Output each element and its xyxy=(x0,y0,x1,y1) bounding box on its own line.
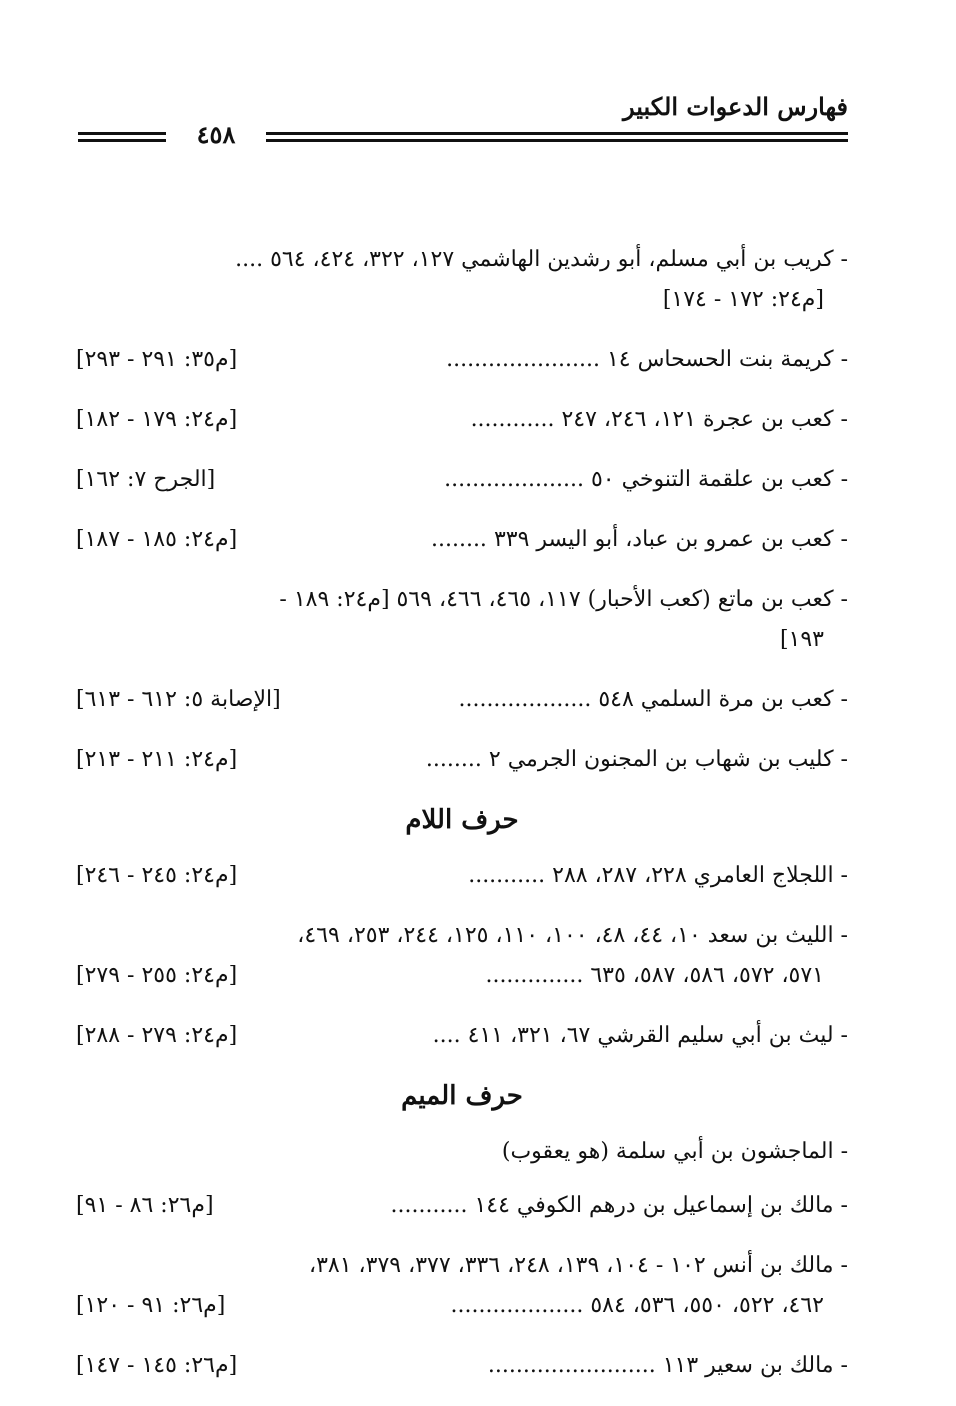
entry-reference: [م٢٤: ٢٧٩ - ٢٨٨] xyxy=(76,1023,238,1048)
index-entry xyxy=(76,460,848,500)
page-number: ٤٥٨ xyxy=(166,120,266,149)
entry-reference: [م٢٤: ٢٥٥ - ٢٧٩] xyxy=(76,963,238,988)
entry-reference: [م٢٦: ٩١ - ١٢٠] xyxy=(76,1293,226,1318)
entry-text: - كعب بن علقمة التنوخي ٥٠ .................... xyxy=(444,467,848,492)
entry-reference: [م٣٥: ٢٩١ - ٢٩٣] xyxy=(76,347,238,372)
entry-reference: [م٢٤: ١٧٢ - ١٧٤] xyxy=(662,287,824,312)
entry-text: - كعب بن ماتع (كعب الأحبار) ١١٧، ٤٦٥، ٤٦٦، ٥٦٩ [م٢٤: ١٨٩ - xyxy=(279,587,848,612)
index-entry xyxy=(76,400,848,440)
entry-text: - كليب بن شهاب بن المجنون الجرمي ٢ ........ xyxy=(425,747,848,772)
index-entry xyxy=(76,340,848,380)
entry-reference: [م٢٤: ١٨٥ - ١٨٧] xyxy=(76,527,238,552)
section-heading-lam: حرف اللام xyxy=(405,805,519,835)
index-entry xyxy=(76,1246,848,1326)
running-title: فهارس الدعوات الكبير xyxy=(623,92,848,121)
entry-text: - مالك بن أنس ١٠٢ - ١٠٤، ١٣٩، ٢٤٨، ٣٣٦، ٣٧٧، ٣٧٩، ٣٨١، xyxy=(308,1253,848,1278)
index-entry xyxy=(76,1186,848,1226)
entry-text-continued: ٥٧١، ٥٧٢، ٥٨٦، ٥٨٧، ٦٣٥ .............. xyxy=(485,963,824,988)
entry-text: - كعب بن مرة السلمي ٥٤٨ ................... xyxy=(458,687,848,712)
index-entry xyxy=(76,740,848,780)
entry-text: - كعب بن عمرو بن عباد، أبو اليسر ٣٣٩ ........ xyxy=(430,527,848,552)
index-entry xyxy=(76,580,848,660)
entry-reference: [م٢٤: ٢٤٥ - ٢٤٦] xyxy=(76,863,238,888)
entry-text-continued: ٤٦٢، ٥٢٢، ٥٥٠، ٥٣٦، ٥٨٤ ................... xyxy=(450,1293,824,1318)
entry-text: - مالك بن سعير ١١٣ ........................ xyxy=(487,1353,848,1378)
index-entry xyxy=(76,856,848,896)
entry-reference: [الجرح ٧: ١٦٢] xyxy=(76,467,216,492)
entry-reference: [م٢٦: ١٤٥ - ١٤٧] xyxy=(76,1353,238,1378)
index-entry xyxy=(76,520,848,560)
entry-text: - ليث بن أبي سليم القرشي ٦٧، ٣٢١، ٤١١ .... xyxy=(432,1023,848,1048)
entry-reference: [م٢٦: ٨٦ - ٩١] xyxy=(76,1193,214,1218)
entry-text: - كريمة بنت الحسحاس ١٤ ...................... xyxy=(446,347,848,372)
entry-text: - كريب بن أبي مسلم، أبو رشدين الهاشمي ١٢٧، ٣٢٢، ٤٢٤، ٥٦٤ .... xyxy=(235,247,848,272)
entry-reference: [م٢٤: ١٧٩ - ١٨٢] xyxy=(76,407,238,432)
index-entry xyxy=(76,240,848,320)
index-entry xyxy=(76,916,848,996)
index-entry xyxy=(76,1346,848,1386)
index-entry xyxy=(76,680,848,720)
entry-text: - الماجشون بن أبي سلمة (هو يعقوب) xyxy=(501,1139,848,1164)
entry-reference: [الإصابة ٥: ٦١٢ - ٦١٣] xyxy=(76,687,281,712)
entry-text: - كعب بن عجرة ١٢١، ٢٤٦، ٢٤٧ ............ xyxy=(470,407,848,432)
entry-text: - اللجلاج العامري ٢٢٨، ٢٨٧، ٢٨٨ ........... xyxy=(468,863,848,888)
section-heading-mim: حرف الميم xyxy=(401,1081,523,1111)
index-entry xyxy=(76,1016,848,1056)
entry-reference: ١٩٣] xyxy=(779,627,824,652)
entry-reference: [م٢٤: ٢١١ - ٢١٣] xyxy=(76,747,238,772)
index-entries xyxy=(76,240,848,1406)
page-header xyxy=(78,92,848,152)
entry-text: - الليث بن سعد ١٠، ٤٤، ٤٨، ١٠٠، ١١٠، ١٢٥، ٢٤٤، ٢٥٣، ٤٦٩، xyxy=(297,923,848,948)
entry-text: - مالك بن إسماعيل بن درهم الكوفي ١٤٤ ........... xyxy=(390,1193,848,1218)
index-entry xyxy=(76,1132,848,1172)
